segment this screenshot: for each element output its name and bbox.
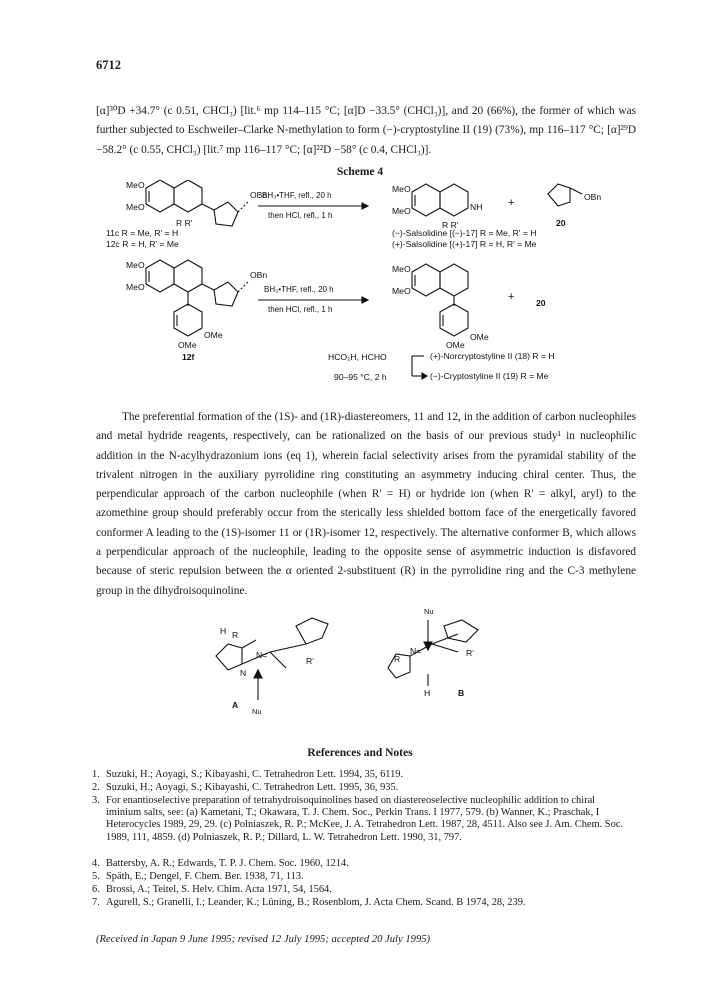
obn-label-2: OBn (584, 192, 602, 202)
eschweiler-conditions-b: 90–95 °C, 2 h (334, 372, 387, 382)
paragraph-1: [α]³⁰D +34.7° (c 0.51, CHCl₃) [lit.⁶ mp 114–115 °C; [α]D −33.5° (CHCl₃)], and 20 (66%), the former of which was further subjected to Eschweiler–Clarke N-methylation to form (−)-cryptostyline II (19) (73%), mp 116–117 °C; [α]²⁹D −58.2° (c 0.55, CHCl₃) [lit.⁷ mp 116–117 °C; [α]²²D −58° (c 0.4, CHCl₃)]. (96, 105, 636, 156)
reference-text: Suzuki, H.; Aoyagi, S.; Kibayashi, C. Tetrahedron Lett. 1995, 36, 935. (106, 782, 399, 793)
received-dates: (Received in Japan 9 June 1995; revised 12 July 1995; accepted 20 July 1995) (96, 934, 431, 945)
reference-number: 5. (92, 871, 100, 882)
conformer-b-h: H (424, 688, 431, 698)
reference-text: Suzuki, H.; Aoyagi, S.; Kibayashi, C. Tetrahedron Lett. 1994, 35, 6119. (106, 769, 404, 780)
reference-number: 7. (92, 897, 100, 908)
plus-sign-1: + (508, 197, 515, 209)
ome-label-2: OMe (178, 340, 197, 350)
meo-label-3: MeO (392, 184, 411, 194)
conformer-b-nu: Nu (424, 607, 434, 616)
eschweiler-conditions-a: HCO₂H, HCHO (328, 352, 387, 362)
reagents-2a: BH₃•THF, refl., 20 h (264, 285, 334, 294)
reference-item (92, 871, 630, 883)
paragraph-2: The preferential formation of the (1S)- and (1R)-diastereomers, 11 and 12, in the addition of carbon nucleophiles and metal hydride reagents, respectively, can be rationalized on the basis of our previous study¹ in nucleophilic addition in the N-acylhydrazonium ions (eq 1), wherein facial selectivity arises from the pyramidal stability of the trivalent nitrogen in the auxiliary pyrrolidine ring constituting an asymmetry inducing chiral center. Thus, the perpendicular approach of the carbon nucleophile (when R' = H) or hydride ion (when R' = alkyl, aryl) to the azomethine group should preferably occur from the sterically less shielded bottom face of the energetically favored conformer A leading to the (1S)-isomer 11 or (1R)-isomer 12, respectively. The alternative conformer B, which allows a perpendicular approach of the nucleophile, leading to the opposite sense of asymmetric induction is disfavored because of steric repulsion between the α oriented 2-substituent (R) in the pyrrolidine ring and the C-3 methylene group in the dihydroisoquinoline. (96, 411, 636, 597)
reagents-2b: then HCl, refl., 1 h (268, 305, 333, 314)
ome-label-3: OMe (470, 332, 489, 342)
meo-label-2: MeO (126, 202, 145, 212)
ome-label-4: OMe (446, 340, 465, 350)
compound-20b-label: 20 (536, 298, 546, 308)
compound-20-label: 20 (556, 218, 566, 228)
product-1a: (−)-Salsolidine [(−)-17] R = Me, R' = H (392, 228, 537, 238)
conformer-a-label: A (232, 700, 239, 710)
conformer-a-n-plus: N= (256, 650, 268, 660)
reference-item (92, 858, 630, 870)
reference-number: 4. (92, 858, 100, 869)
scheme-title: Scheme 4 (336, 166, 384, 178)
conformer-b-structure (388, 620, 478, 686)
conformer-b-label: B (458, 688, 465, 698)
r-rp-label-2: R R' (442, 220, 459, 230)
r-rp-label-1: R R' (176, 218, 193, 228)
reference-text: Agurell, S.; Granelli, I.; Leander, K.; Lüning, B.; Rosenblom, J. Acta Chem. Scand. B 1974, 28, 239. (106, 897, 526, 908)
meo-label-8: MeO (392, 286, 411, 296)
reference-text: Battersby, A. R.; Edwards, T. P. J. Chem. Soc. 1960, 1214. (106, 858, 349, 869)
cryptostyline-structure (412, 264, 468, 336)
scheme-4-diagram (96, 180, 656, 395)
reference-number: 6. (92, 884, 100, 895)
label-12f: 12f (182, 352, 195, 362)
nh-label: NH (470, 202, 483, 212)
meo-label-7: MeO (392, 264, 411, 274)
ome-label-1: OMe (204, 330, 223, 340)
conformers-diagram (196, 604, 496, 716)
compound-20-structure (548, 184, 582, 206)
product-2a: (+)-Norcryptostyline II (18) R = H (430, 351, 555, 361)
reference-number: 3. (92, 795, 100, 806)
page-number: 6712 (96, 58, 121, 72)
meo-label-4: MeO (392, 206, 411, 216)
conformer-b-n-plus: N= (410, 646, 422, 656)
references-title: References and Notes (307, 747, 413, 759)
reference-text: Brossi, A.; Teitel, S. Helv. Chim. Acta 1971, 54, 1564. (106, 884, 332, 895)
conformer-a-nu: Nu (252, 707, 262, 716)
obn-label-3: OBn (250, 270, 268, 280)
product-2b: (−)-Cryptostyline II (19) R = Me (430, 371, 549, 381)
reactant-12f-structure (146, 260, 248, 336)
salsolidine-structure (412, 184, 468, 216)
conformer-b-r: R (394, 654, 401, 664)
reference-number: 2. (92, 782, 100, 793)
reference-item (92, 769, 630, 781)
label-11c: 11c R = Me, R' = H (106, 228, 179, 238)
label-12c: 12c R = H, R' = Me (106, 239, 179, 249)
meo-label-1: MeO (126, 180, 145, 190)
conformer-a-rp: R' (306, 656, 314, 666)
reference-text: Späth, E.; Dengel, F. Chem. Ber. 1938, 71, 113. (106, 871, 304, 882)
conformer-b-rp: R' (466, 648, 474, 658)
conformer-a-r: R (232, 630, 239, 640)
reactant-11c-structure (146, 180, 248, 226)
reference-item (92, 782, 630, 794)
reference-text: For enantioselective preparation of tetrahydroisoquinolines based on diastereoselective nucleophilic addition to chiral iminium salts, see: (a) Kametani, T.; Okawara, T. J. Chem. Soc., Perkin Trans. I 1977, 579. (b) Wanner, K.; Praschak, I Heterocycles 1989, 29, 29. (c) Polniaszek, R. P.; McKee, J. A. Tetrahedron Lett. 1987, 28, 4511. Also see J. Am. Chem. Soc. 1989, 111, 4859. (d) Polniaszek, R. P.; Dillard, L. W. Tetrahedron Lett. 1990, 31, 797. (106, 795, 623, 843)
reference-number: 1. (92, 769, 100, 780)
meo-label-6: MeO (126, 282, 145, 292)
reagents-1a: BH₃•THF, refl., 20 h (262, 191, 332, 200)
reference-item (92, 884, 630, 896)
conformer-a-h: H (220, 626, 227, 636)
reagents-1b: then HCl, refl., 1 h (268, 211, 333, 220)
conformer-a-n: N (240, 668, 247, 678)
reference-item (92, 897, 630, 909)
plus-sign-2: + (508, 291, 515, 303)
product-1b: (+)-Salsolidine [(+)-17] R = H, R' = Me (392, 239, 537, 249)
reference-item (92, 795, 630, 844)
meo-label-5: MeO (126, 260, 145, 270)
obn-label-1: OBn (250, 190, 268, 200)
